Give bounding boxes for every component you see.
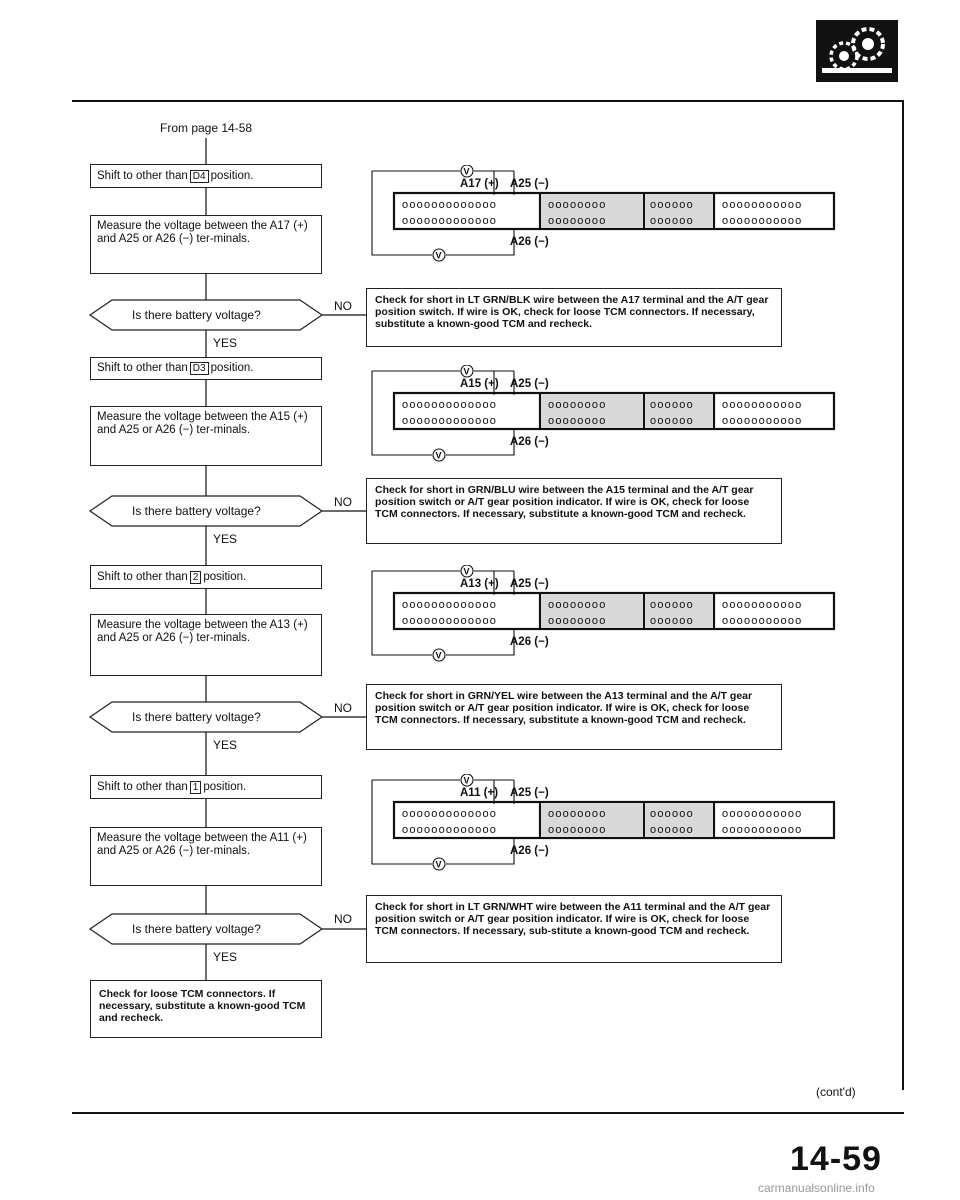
pin-row: ooooooooooooo [402, 415, 498, 427]
pin-row: ooooooooooooo [402, 399, 498, 411]
voltmeter-label: V [463, 366, 470, 377]
shift-step-1 [90, 164, 322, 188]
pin-row: ooooooooooo [722, 415, 803, 427]
pin-row: oooooo [650, 199, 694, 211]
lead-wire [446, 838, 514, 864]
final-check-box: Check for loose TCM connectors. If necessary, substitute a known-good TCM and recheck. [90, 980, 322, 1038]
no-label-4: NO [334, 912, 352, 926]
negative-terminal-label-2: A26 (−) [510, 845, 549, 857]
pin-row: ooooooooooooo [402, 824, 498, 836]
pin-row: oooooo [650, 415, 694, 427]
question-3-text: Is there battery voltage? [132, 710, 261, 724]
pin-row: oooooooo [548, 824, 607, 836]
yes-label-3: YES [213, 738, 238, 752]
page-number: 14-59 [790, 1140, 882, 1178]
question-1-text: Is there battery voltage? [132, 308, 261, 322]
pin-row: ooooooooooo [722, 615, 803, 627]
check-box-1: Check for short in LT GRN/BLK wire between the A17 terminal and the A/T gear position switch. If wire is OK, check for loose TCM connectors. If necessary, substitute a known-good TCM and recheck. [366, 288, 782, 347]
pin-row: ooooooooooooo [402, 615, 498, 627]
voltmeter-label: V [435, 650, 442, 661]
voltmeter-label: V [463, 566, 470, 577]
voltmeter-label: V [435, 450, 442, 461]
question-2-text: Is there battery voltage? [132, 504, 261, 518]
voltmeter-label: V [463, 166, 470, 177]
pin-row: oooooooo [548, 215, 607, 227]
pin-row: ooooooooooo [722, 215, 803, 227]
voltmeter-label: V [435, 250, 442, 261]
pin-row: oooooooo [548, 615, 607, 627]
pin-row: oooooo [650, 599, 694, 611]
check-box-2: Check for short in GRN/BLU wire between the A15 terminal and the A/T gear position switch or A/T gear position indicator. If wire is OK, check for loose TCM connectors. If necessary, substitute a known-good TCM and recheck. [366, 478, 782, 544]
gear-key-2: 2 [190, 571, 202, 584]
pin-row: oooooooo [548, 599, 607, 611]
shift-post-3: position. [203, 570, 247, 583]
negative-terminal-label-2: A26 (−) [510, 436, 549, 448]
pin-row: ooooooooooo [722, 399, 803, 411]
continued-label: (cont'd) [816, 1085, 856, 1099]
lead-wire [446, 229, 514, 255]
pin-row: ooooooooooooo [402, 808, 498, 820]
shift-step-4 [90, 775, 322, 799]
pin-row: oooooooo [548, 199, 607, 211]
pin-row: oooooooo [548, 808, 607, 820]
pin-row: ooooooooooooo [402, 199, 498, 211]
negative-terminal-label: A25 (−) [510, 178, 549, 190]
gear-key-d3: D3 [190, 362, 209, 375]
yes-label-2: YES [213, 532, 238, 546]
pin-row: ooooooooooooo [402, 215, 498, 227]
no-label-3: NO [334, 701, 352, 715]
shift-post-2: position. [210, 362, 254, 374]
check-box-3: Check for short in GRN/YEL wire between the A13 terminal and the A/T gear position switch or A/T gear position indicator. If wire is OK, check for loose TCM connectors. If necessary, substitute a known-good TCM and recheck. [366, 684, 782, 750]
yes-label-4: YES [213, 950, 238, 964]
shift-post-1: position. [210, 169, 254, 182]
positive-terminal-label: A15 (+) [460, 378, 499, 390]
tcm-connector-diagram-4 [364, 774, 844, 874]
shift-text-3: Shift to other than [97, 570, 188, 583]
negative-terminal-label: A25 (−) [510, 378, 549, 390]
gear-key-d4: D4 [190, 170, 209, 183]
tcm-connector-diagram-3 [364, 565, 844, 665]
negative-terminal-label-2: A26 (−) [510, 636, 549, 648]
no-label-1: NO [334, 299, 352, 313]
pin-row: oooooooo [548, 399, 607, 411]
measure-step-1: Measure the voltage between the A17 (+) and A25 or A26 (−) ter-minals. [90, 215, 322, 274]
shift-text-2: Shift to other than [97, 362, 188, 374]
watermark: carmanualsonline.info [758, 1181, 875, 1195]
check-box-4: Check for short in LT GRN/WHT wire between the A11 terminal and the A/T gear position switch or A/T gear position indicator. If wire is OK, check for loose TCM connectors. If necessary, sub-stitute a known-good TCM and recheck. [366, 895, 782, 963]
question-4-text: Is there battery voltage? [132, 922, 261, 936]
shift-text-1: Shift to other than [97, 169, 188, 182]
measure-step-2: Measure the voltage between the A15 (+) and A25 or A26 (−) ter-minals. [90, 406, 322, 466]
negative-terminal-label: A25 (−) [510, 578, 549, 590]
positive-terminal-label: A11 (+) [460, 787, 499, 799]
positive-terminal-label: A17 (+) [460, 178, 499, 190]
pin-row: ooooooooooo [722, 808, 803, 820]
positive-terminal-label: A13 (+) [460, 578, 499, 590]
measure-step-4: Measure the voltage between the A11 (+) and A25 or A26 (−) ter-minals. [90, 827, 322, 886]
gear-key-1: 1 [190, 781, 202, 794]
pin-row: oooooo [650, 808, 694, 820]
pin-row: oooooo [650, 824, 694, 836]
shift-post-4: position. [203, 780, 247, 793]
pin-row: oooooooo [548, 415, 607, 427]
pin-row: oooooo [650, 399, 694, 411]
pin-row: oooooo [650, 615, 694, 627]
lead-wire [446, 629, 514, 655]
shift-step-3 [90, 565, 322, 589]
pin-row: ooooooooooo [722, 199, 803, 211]
from-page-label: From page 14-58 [160, 121, 253, 135]
yes-label-1: YES [213, 336, 238, 350]
lead-wire [446, 429, 514, 455]
pin-row: ooooooooooo [722, 599, 803, 611]
shift-step-2 [90, 357, 322, 380]
pin-row: ooooooooooo [722, 824, 803, 836]
negative-terminal-label: A25 (−) [510, 787, 549, 799]
measure-step-3: Measure the voltage between the A13 (+) and A25 or A26 (−) ter-minals. [90, 614, 322, 676]
negative-terminal-label-2: A26 (−) [510, 236, 549, 248]
voltmeter-label: V [435, 859, 442, 870]
pin-row: ooooooooooooo [402, 599, 498, 611]
voltmeter-label: V [463, 775, 470, 786]
no-label-2: NO [334, 495, 352, 509]
pin-row: oooooo [650, 215, 694, 227]
shift-text-4: Shift to other than [97, 780, 188, 793]
tcm-connector-diagram-2 [364, 365, 844, 465]
tcm-connector-diagram-1 [364, 165, 844, 265]
